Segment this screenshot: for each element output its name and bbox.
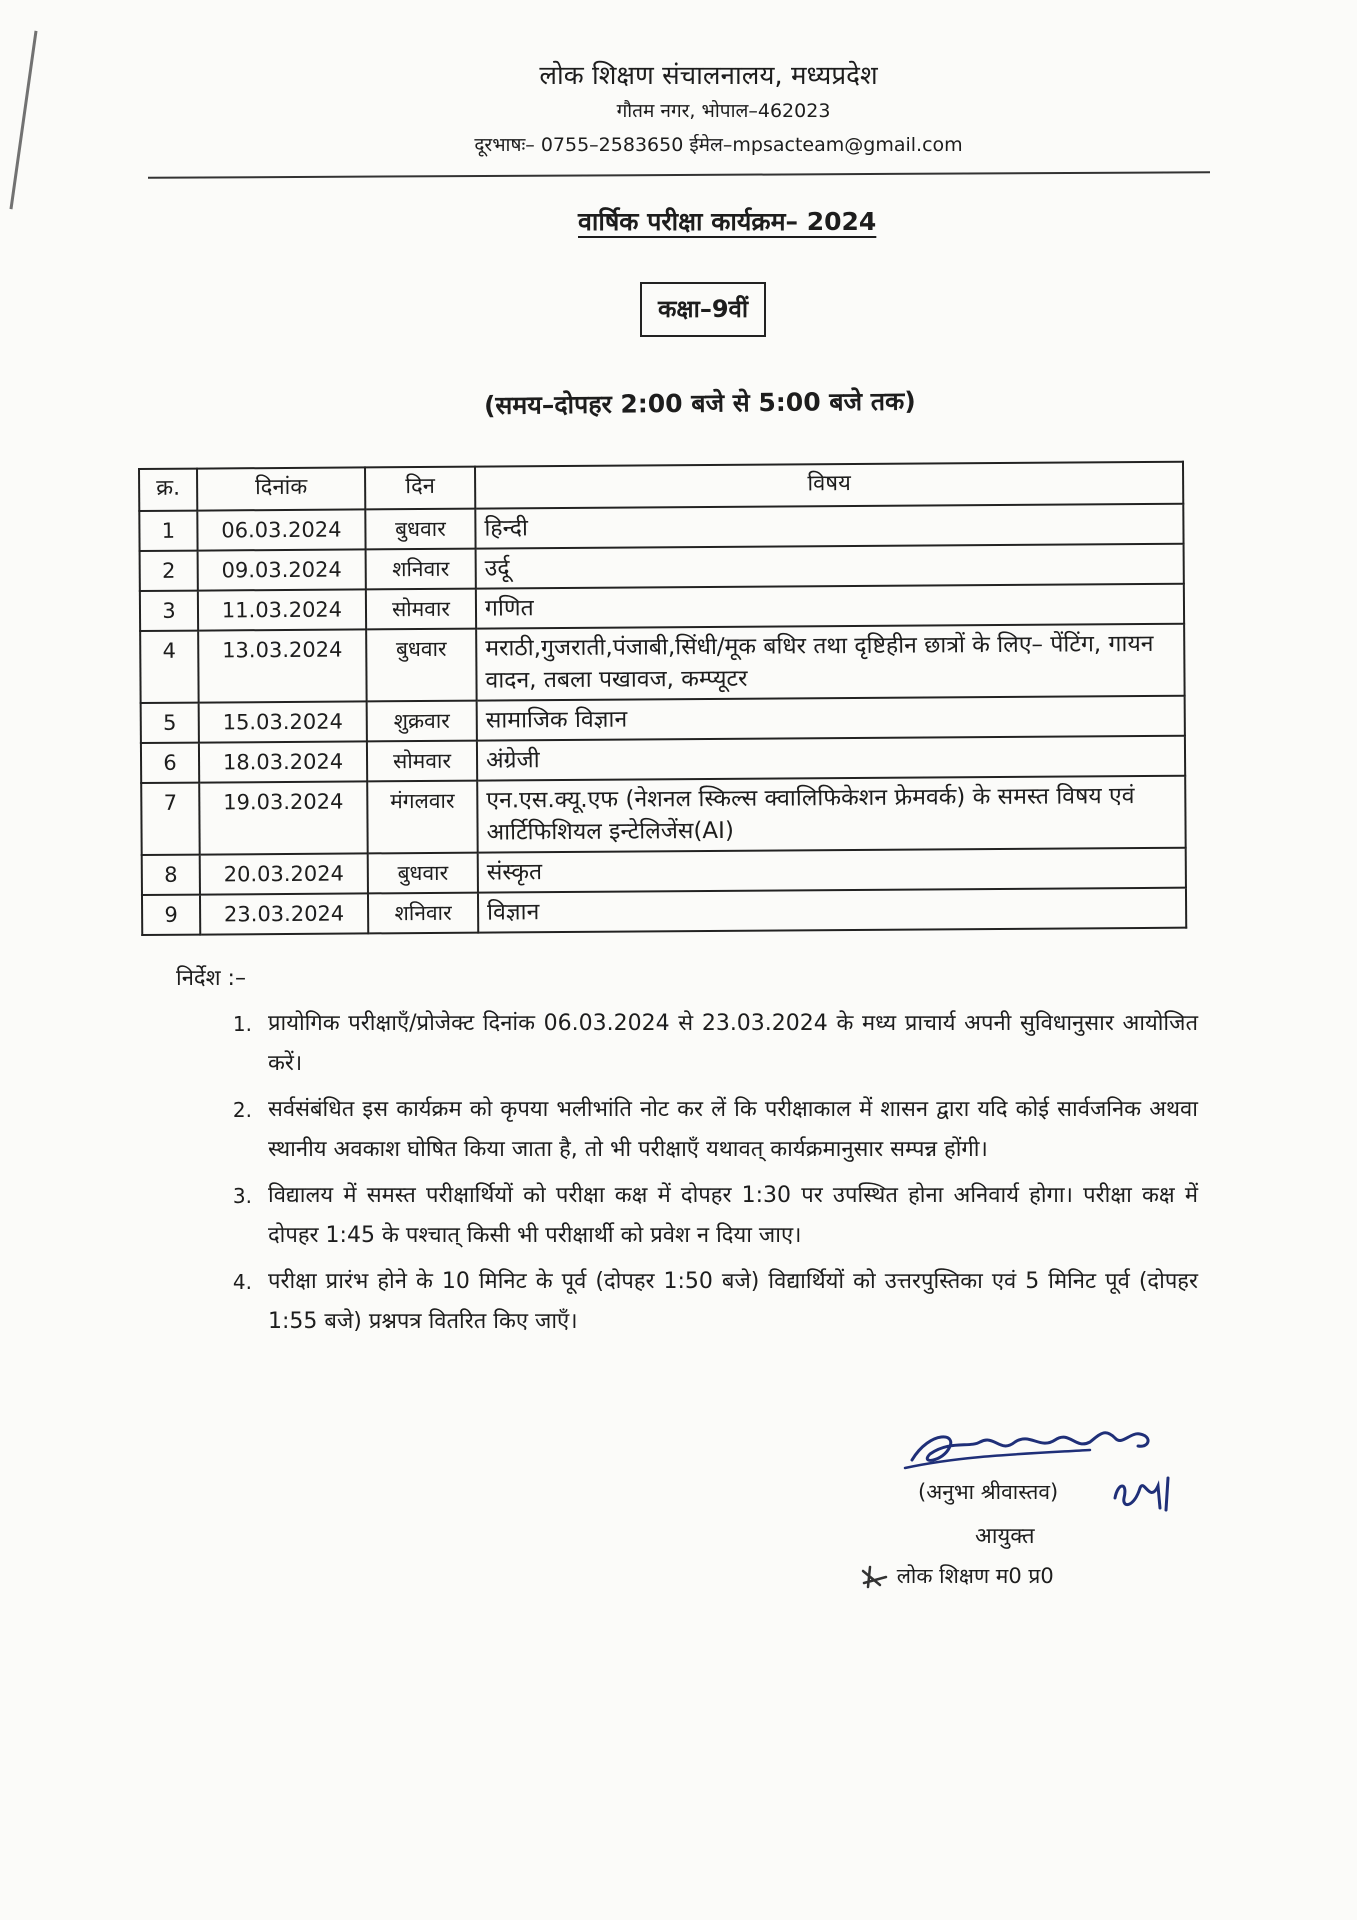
organization-name: लोक शिक्षण संचालनालय, मध्यप्रदेश	[539, 61, 878, 91]
row-serial-number: 7	[141, 783, 200, 855]
row-subject: मराठी,गुजराती,पंजाबी,सिंधी/मूक बधिर तथा दृष्टिहीन छात्रों के लिए– पेंटिंग, गायन वादन, तबला पखावज, कम्प्यूटर	[476, 624, 1184, 701]
organization-contact: दूरभाषः– 0755–2583650 ईमेल–mpsacteam@gmail.com	[474, 134, 963, 156]
direction-number: 4.	[232, 1270, 252, 1294]
row-date: 20.03.2024	[200, 853, 368, 894]
row-day: बुधवार	[368, 853, 478, 894]
row-date: 18.03.2024	[199, 741, 367, 782]
row-day: सोमवार	[366, 589, 476, 630]
directions-heading: निर्देश :–	[176, 966, 246, 991]
row-day: मंगलवार	[367, 781, 477, 854]
handwritten-initials	[1110, 1468, 1180, 1514]
row-date: 19.03.2024	[199, 781, 367, 854]
exam-schedule-table	[138, 461, 1187, 936]
letterhead	[0, 58, 1357, 162]
row-subject: सामाजिक विज्ञान	[477, 696, 1185, 741]
table-row	[142, 888, 1186, 935]
row-subject: संस्कृत	[478, 848, 1186, 893]
handwritten-mark	[860, 1563, 890, 1591]
header-subject: विषय	[475, 462, 1183, 509]
row-subject: गणित	[476, 584, 1184, 629]
signatory-designation: आयुक्त	[975, 1524, 1035, 1549]
row-serial-number: 3	[140, 591, 198, 631]
direction-text: प्रायोगिक परीक्षाएँ/प्रोजेक्ट दिनांक 06.03.2024 से 23.03.2024 के मध्य प्राचार्य अपनी सुविधानुसार आयोजित करें।	[268, 1011, 1198, 1076]
row-day: सोमवार	[367, 741, 477, 782]
exam-timing: (समय–दोपहर 2:00 बजे से 5:00 बजे तक)	[483, 386, 916, 420]
direction-number: 3.	[232, 1184, 252, 1208]
table-row	[140, 624, 1184, 703]
row-serial-number: 4	[140, 631, 199, 703]
table-header-row	[139, 462, 1183, 511]
direction-number: 2.	[232, 1098, 252, 1122]
row-serial-number: 1	[139, 511, 197, 551]
signature-block	[896, 1420, 1200, 1588]
row-date: 06.03.2024	[197, 509, 365, 550]
row-serial-number: 9	[142, 895, 200, 935]
header-serial-number: क्र.	[139, 469, 197, 511]
signatory-name: (अनुभा श्रीवास्तव)	[918, 1480, 1059, 1504]
document-title: वार्षिक परीक्षा कार्यक्रम– 2024	[578, 207, 877, 236]
row-day: बुधवार	[366, 629, 476, 702]
direction-text: सर्वसंबंधित इस कार्यक्रम को कृपया भलीभांति नोट कर लें कि परीक्षाकाल में शासन द्वारा यदि कोई सार्वजनिक अथवा स्थानीय अवकाश घोषित किया जाता है, तो भी परीक्षाएँ यथावत् कार्यक्रमानुसार सम्पन्न होंगी।	[268, 1097, 1198, 1162]
list-item	[176, 1004, 1216, 1084]
row-subject: हिन्दी	[475, 504, 1183, 549]
direction-text: परीक्षा प्रारंभ होने के 10 मिनिट के पूर्व (दोपहर 1:50 बजे) विद्यार्थियों को उत्तरपुस्तिका एवं 5 मिनिट पूर्व (दोपहर 1:55 बजे) प्रश्नपत्र वितरित किए जाएँ।	[268, 1269, 1198, 1334]
list-item	[176, 1090, 1216, 1170]
row-subject: अंग्रेजी	[477, 736, 1185, 781]
table-row	[141, 776, 1185, 855]
row-day: बुधवार	[365, 509, 475, 550]
row-serial-number: 5	[141, 703, 199, 743]
header-divider	[148, 171, 1210, 179]
row-date: 15.03.2024	[199, 701, 367, 742]
office-name: लोक शिक्षण म0 प्र0	[896, 1564, 1054, 1588]
row-date: 11.03.2024	[198, 589, 366, 630]
direction-number: 1.	[232, 1012, 252, 1036]
header-day: दिन	[365, 467, 475, 510]
row-subject: विज्ञान	[478, 888, 1186, 933]
organization-address: गौतम नगर, भोपाल–462023	[616, 100, 831, 122]
row-subject: उर्दू	[476, 544, 1184, 589]
direction-text: विद्यालय में समस्त परीक्षार्थियों को परीक्षा कक्ष में दोपहर 1:30 पर उपस्थित होना अनिवार्य होगा। परीक्षा कक्ष में दोपहर 1:45 के पश्चात् किसी भी परीक्षार्थी को प्रवेश न दिया जाए।	[268, 1183, 1198, 1248]
directions-list	[176, 1004, 1216, 1342]
row-serial-number: 6	[141, 743, 199, 783]
row-date: 23.03.2024	[200, 893, 368, 934]
row-day: शुक्रवार	[367, 701, 477, 742]
list-item	[176, 1176, 1216, 1256]
row-date: 09.03.2024	[198, 549, 366, 590]
signatory-office	[860, 1562, 1054, 1591]
list-item	[176, 1262, 1216, 1342]
row-serial-number: 2	[140, 551, 198, 591]
row-date: 13.03.2024	[198, 629, 366, 702]
row-day: शनिवार	[366, 549, 476, 590]
row-subject: एन.एस.क्यू.एफ (नेशनल स्किल्स क्वालिफिकेशन फ्रेमवर्क) के समस्त विषय एवं आर्टिफिशियल इन्टेलिजेंस(AI)	[477, 776, 1185, 853]
row-day: शनिवार	[368, 893, 478, 934]
header-date: दिनांक	[197, 467, 365, 510]
class-label-box: कक्षा–9वीं	[640, 282, 766, 337]
row-serial-number: 8	[142, 855, 200, 895]
directions-section	[176, 962, 1216, 1348]
